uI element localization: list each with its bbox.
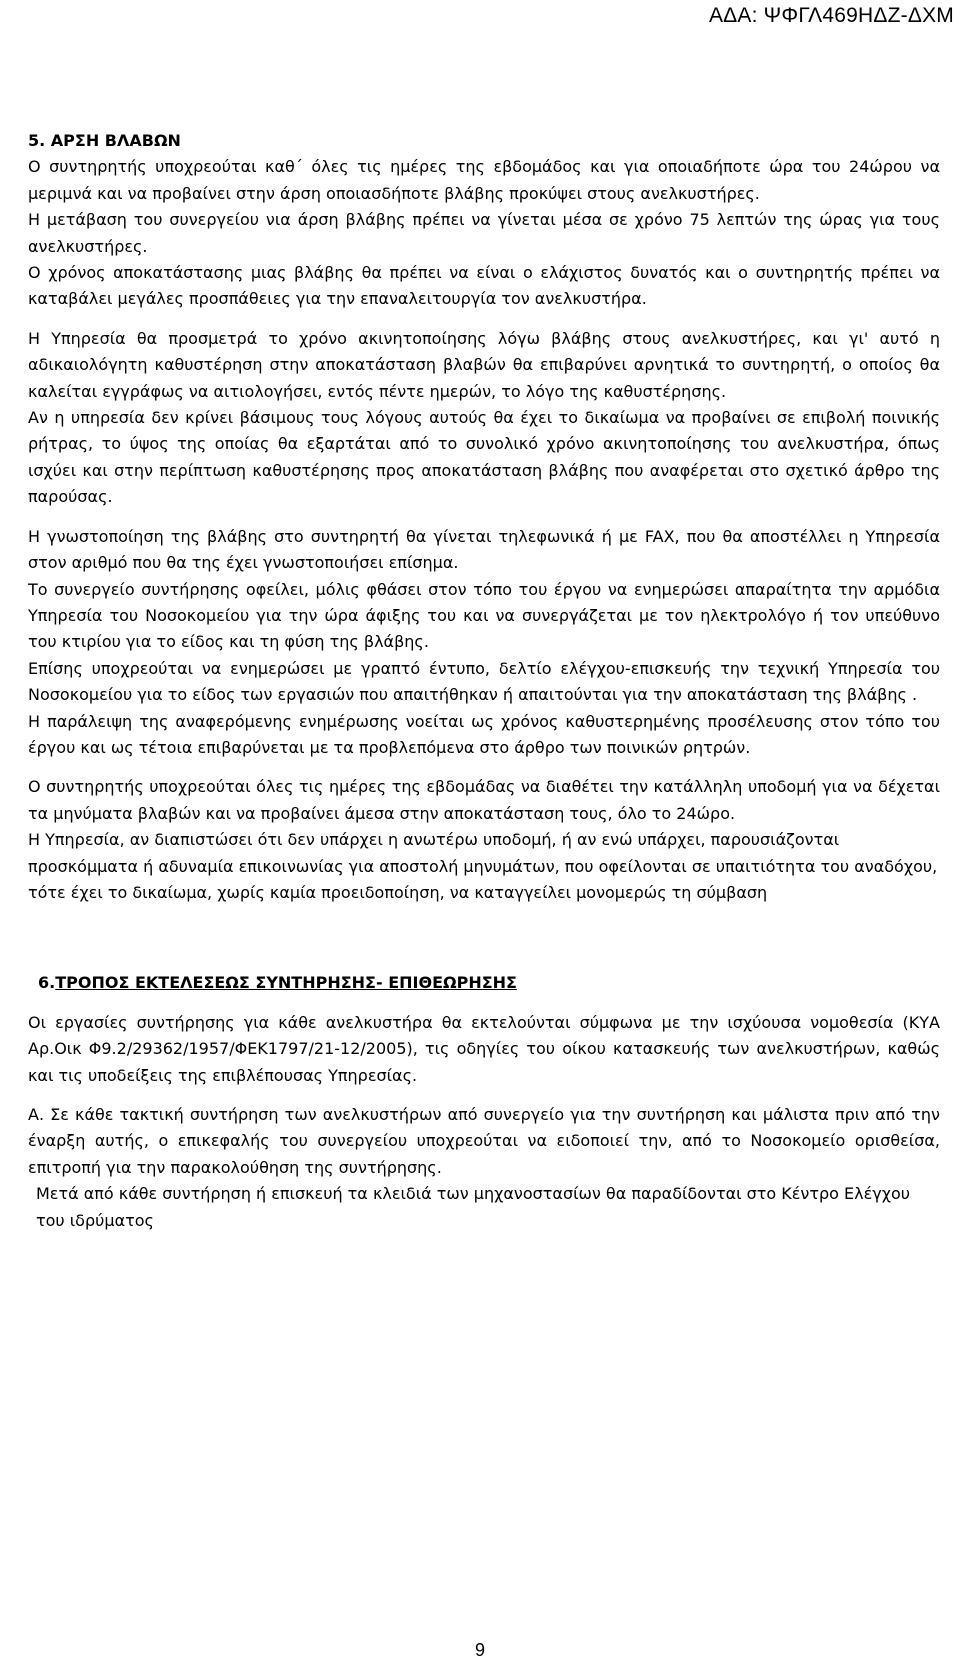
section-5-paragraph-6: Η γνωστοποίηση της βλάβης στο συντηρητή θα γίνεται τηλεφωνικά ή με FAX, που θα αποστέλλει η Υπηρεσία στον αριθμό που θα της έχει γνωστοποιήσει επίσημα. — [28, 526, 940, 573]
section-6-paragraph-2: Α. Σε κάθε τακτική συντήρηση των ανελκυστήρων από συνεργείο για την συντήρηση και μάλιστα πριν από την έναρξη αυτής, ο επικεφαλής του συνεργείου υποχρεούται να ειδοποιεί την, από το Νοσοκομείο ορισθείσα, επιτροπή για την παρακολούθηση της συντήρησης. — [28, 1105, 940, 1177]
section-5-paragraph-10: Ο συντηρητής υποχρεούται όλες τις ημέρες της εβδομάδας να διαθέτει την κατάλληλη υποδομή για να δέχεται τα μηνύματα βλαβών και να προβαίνει άμεσα στην αποκατάσταση τους, όλο το 24ώρο. — [28, 777, 940, 823]
section-6-number: 6. — [38, 973, 56, 993]
section-5-paragraph-1: Ο συντηρητής υποχρεούται καθ΄ όλες τις ημέρες της εβδομάδος και για οποιαδήποτε ώρα του 24ώρου να μεριμνά και να προβαίνει στην άρση οποιασδήποτε βλάβης προκύψει στους ανελκυστήρες. — [28, 157, 940, 203]
section-5-paragraph-9: Η παράλειψη της αναφερόμενης ενημέρωσης νοείται ως χρόνος καθυστερημένης προσέλευσης στον τόπο του έργου και ως τέτοια επιβαρύνεται με τα προβλεπόμενα στο άρθρο των ποινικών ρητρών. — [28, 711, 940, 757]
section-5-paragraph-7: Το συνεργείο συντήρησης οφείλει, μόλις φθάσει στον τόπο του έργου να ενημερώσει απαραίτητα την αρμόδια Υπηρεσία του Νοσοκομείου για την ώρα άφιξης του και να συνεργάζεται με τον ηλεκτρολόγο ή τον υπεύθυνο του κτιρίου για το είδος και τη φύση της βλάβης. — [28, 579, 940, 652]
section-6-paragraph-1: Οι εργασίες συντήρησης για κάθε ανελκυστήρα θα εκτελούνται σύμφωνα με την ισχύουσα νομοθεσία (ΚΥΑ Αρ.Οικ Φ9.2/29362/1957/ΦΕΚ1797/21-12/2005), τις οδηγίες του οίκου κατασκευής των ανελκυστήρων, καθώς και τις υποδείξεις της επιβλέπουσας Υπηρεσίας. — [28, 1012, 940, 1085]
section-5-paragraph-11: Η Υπηρεσία, αν διαπιστώσει ότι δεν υπάρχει η ανωτέρω υποδομή, ή αν ενώ υπάρχει, παρουσιάζονται προσκόμματα ή αδυναμία επικοινωνίας για αποστολή μηνυμάτων, που οφείλονται σε υπαιτιότητα του αναδόχου, τότε έχει το δικαίωμα, χωρίς καμία προειδοποίηση, να καταγγείλει μονομερώς τη σύμβαση — [28, 830, 938, 902]
section-5-paragraph-4: Η Υπηρεσία θα προσμετρά το χρόνο ακινητοποίησης λόγω βλάβης στους ανελκυστήρες, και γι' αυτό η αδικαιολόγητη καθυστέρηση στην αποκατάσταση βλαβών θα επιβαρύνει αρνητικά το συντηρητή, ο οποίος θα καλείται εγγράφως να αιτιολογήσει, εντός πέντε ημερών, το λόγο της καθυστέρησης. — [28, 328, 940, 401]
section-5-paragraph-5: Αν η υπηρεσία δεν κρίνει βάσιμους τους λόγους αυτούς θα έχει το δικαίωμα να προβαίνει σε επιβολή ποινικής ρήτρας, το ύψος της οποίας θα εξαρτάται από το συνολικό χρόνο ακινητοποίησης του ανελκυστήρα, όπως ισχύει και στην περίπτωση καθυστέρησης προς αποκατάσταση βλάβης που αναφέρεται στο σχετικό άρθρο της παρούσας. — [28, 408, 940, 507]
document-body — [28, 128, 940, 1234]
section-5-paragraph-3: Ο χρόνος αποκατάστασης μιας βλάβης θα πρέπει να είναι ο ελάχιστος δυνατός και ο συντηρητής πρέπει να καταβάλει μεγάλες προσπάθειες για την επαναλειτουργία τον ανελκυστήρα. — [28, 263, 940, 309]
ada-header: ΑΔΑ: ΨΦΓΛ469ΗΔΖ-ΔΧΜ — [708, 4, 954, 27]
section-6-heading — [38, 970, 940, 996]
section-5-heading: 5. ΑΡΣΗ ΒΛΑΒΩΝ — [28, 131, 181, 150]
section-6-paragraph-3: Μετά από κάθε συντήρηση ή επισκευή τα κλειδιά των μηχανοστασίων θα παραδίδονται στο Κέντρο Ελέγχου του ιδρύματος — [36, 1184, 910, 1230]
section-5-paragraph-2: Η μετάβαση του συνεργείου νια άρση βλάβης πρέπει να γίνεται μέσα σε χρόνο 75 λεπτών της ώρας για τους ανελκυστήρες. — [28, 210, 940, 256]
page-number: 9 — [474, 1640, 485, 1660]
section-6-title: ΤΡΟΠΟΣ ΕΚΤΕΛΕΣΕΩΣ ΣΥΝΤΗΡΗΣΗΣ- ΕΠΙΘΕΩΡΗΣΗΣ — [55, 973, 517, 993]
section-5-paragraph-8: Επίσης υποχρεούται να ενημερώσει με γραπτό έντυπο, δελτίο ελέγχου-επισκευής την τεχνική Υπηρεσία του Νοσοκομείου για το είδος των εργασιών που απαιτήθηκαν ή απαιτούνται για την αποκατάσταση της βλάβης . — [28, 658, 940, 705]
